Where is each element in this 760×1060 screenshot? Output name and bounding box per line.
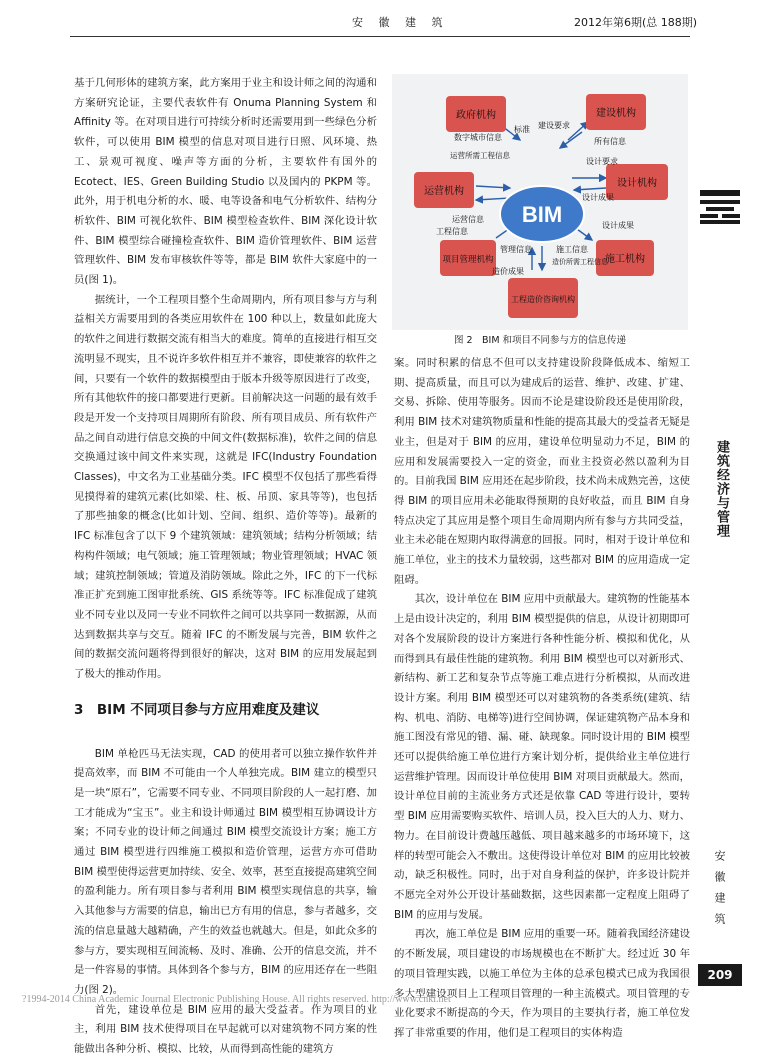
paragraph: 首先，建设单位是 BIM 应用的最大受益者。作为项目的业主，利用 BIM 技术使得项目在早起就可以对建筑物不同方案的性能做出各种分析、模拟、比较，从而得到高性能的建筑方 bbox=[74, 1003, 377, 1056]
paragraph: 其次，设计单位在 BIM 应用中贡献最大。建筑物的性能基本上是由设计决定的，利用 BIM 模型提供的信息，从设计初期即可对各个发展阶段的设计方案进行各种性能分析、模拟和优化，从而得到具有最佳性能的建筑物。利用 BIM 模型也可以对新形式、新结构、新工艺和复杂节点等施工难点进行分析模拟，从而改进设计方案。利用 BIM 模型还可以对建筑物的各类系统(建筑、结构、机电、消防、电梯等)进行空间协调，保证建筑物产品本身和施工图没有常见的错、漏、碰、缺现象。同时设计用的 BIM 模型还可以提供给施工单位进行方案计划分析，提供给业主单位进行运营维护管理。因而设计单位使用 BIM 对项目贡献最大。然而，设计单位目前的主流业务方式还是依靠 CAD 等进行设计，要转型 BIM 应用需要购买软件、培训人员，投入巨大的人力、财力、物力。在目前设计费越压越低、项目越来越多的市场环境下，这样的转型可能会入不敷出。这使得设计单位对 BIM 的应用比较被动，缺乏积极性。同时，出于对自身利益的保护，许多设计院并不愿完全对外公开设计基础数据，这些因素都一定程度上阻碍了 BIM 的应用与发展。 bbox=[394, 593, 690, 921]
bim-center-label: BIM bbox=[521, 202, 563, 227]
page-header bbox=[0, 8, 760, 34]
flow-label: 工程信息 bbox=[436, 227, 468, 236]
flow-label: 造价所需工程信息 bbox=[552, 258, 608, 266]
header-rule bbox=[70, 36, 690, 37]
flow-label: 建设要求 bbox=[538, 121, 570, 130]
journal-logo-icon bbox=[700, 190, 740, 224]
flow-label: 标准 bbox=[514, 125, 530, 134]
journal-vertical: 安徽建筑 bbox=[713, 850, 726, 934]
right-column bbox=[394, 354, 690, 1044]
node-operator: 运营机构 bbox=[424, 186, 464, 197]
paragraph: 再次，施工单位是 BIM 应用的重要一环。随着我国经济建设的不断发展，项目建设的市场规模也在不断扩大。经过近 30 年的项目管理实践，以施工单位为主体的总承包模式已成为我国很多大型建设项目上工程项目管理的一种主流模式。项目管理的专业化要求不断提高的今天，作为项目的主要执行者，施工单位发挥了非常重要的作用，他们是工程项目的实体构造 bbox=[394, 928, 690, 1039]
flow-label: 管理信息 bbox=[500, 245, 532, 254]
section-title: 3 BIM 不同项目参与方应用难度及建议 bbox=[74, 701, 320, 718]
paragraph: 据统计，一个工程项目整个生命周期内，所有项目参与方与利益相关方需要用到的各类应用软件在 100 种以上，数量如此庞大的软件之间进行数据交流有相当大的难度。简单的直接进行相互交流明显不现实，且不说许多软件相互并不兼容，即使兼容的软件之间，只要有一个软件的数据模型由于版本升级等原因进行了改变，所有其他软件的接口都要进行更新。目前解决这一问题的最有效手段是开发一个支持项目周期所有阶段、所有项目成员、所有软件产品之间自动进行信息交换的中间文件(数据标准)，软件之间的信息交换通过该中间文件来实现，这就是 IFC(Industry Foundation Classes)，中文名为工业基础分类。IFC 模型不仅包括了那些看得见摸得着的建筑元素(比如梁、柱、板、吊顶、家具等等)，也包括了那些抽象的概念(比如计划、空间、组织、造价等等)。最新的 IFC 标准包含了以下 9 个建筑领域：建筑领域；结构分析领域；结构构件领域；电气领域；施工管理领域；物业管理领域；HVAC 领域；建筑控制领域；管道及消防领域。除此之外，IFC 的下一代标准正扩充到施工图审批系统、GIS 系统等等。IFC 标准促成了建筑业不同专业以及同一专业不同软件之间可以共享同一数据源，从而达到数据共享与交互。随着 IFC 的不断发展与完善，BIM 软件之间的数据交流问题将得到很好的解决，这对 BIM 的应用发展起到了极大的推动作用。 bbox=[74, 293, 377, 681]
flow-label: 所有信息 bbox=[594, 137, 626, 146]
figure-caption: 图 2 BIM 和项目不同参与方的信息传递 bbox=[453, 335, 627, 346]
flow-label: 设计要求 bbox=[586, 157, 618, 166]
flow-label: 运营信息 bbox=[452, 215, 484, 224]
flow-label: 造价成果 bbox=[492, 267, 524, 276]
node-cost: 工程造价咨询机构 bbox=[511, 295, 575, 304]
node-pm: 项目管理机构 bbox=[442, 255, 494, 265]
paragraph: BIM 单枪匹马无法实现，CAD 的使用者可以独立操作软件并提高效率，而 BIM 不可能由一个人单独完成。BIM 建立的模型只是一块“原石”，它需要不同专业、不同项目阶段的人一起打磨、加工才能成为“宝玉”。业主和设计师通过 BIM 模型相互协调设计方案；不同专业的设计师之间通过 BIM 模型交流设计方案；施工方通过 BIM 模型进行四维施工模拟和造价管理，运营方亦可借助 BIM 模型使得运营更加持续、安全、效率，甚至直接提高建筑空间的盈利能力。所有项目参与者利用 BIM 模型实现信息的共享，输入其他参与方需要的信息，输出已方有用的信息，参与者越多，交流的信息量越大越精确，产生的效益也就越大。但是，如此众多的参与方，要实现相互间流畅、及时、准确、公开的信息交流，并不是一件容易的事情。具体到各个参与方，BIM 的应用还存在一些阻力(图 2)。 bbox=[74, 747, 378, 996]
left-column bbox=[74, 74, 377, 1060]
flow-label: 数字城市信息 bbox=[454, 133, 502, 142]
flow-label: 设计成果 bbox=[602, 221, 634, 230]
paragraph: 基于几何形体的建筑方案，此方案用于业主和设计师之间的沟通和方案研究论证，主要代表软件有 Onuma Planning System 和 Affinity 等。在对项目进行可持续分析时还需要用到一些绿色分析软件，可以使用 BIM 模型的信息对项目进行日照、风环境、热工、景观可视度、噪声等方面的分析，主要软件有国外的 Ecotect、IES、Green Building Studio 以及国内的 PKPM 等。此外，用于机电分析的水、暖、电等设备和电气分析软件、结构分析软件、BIM 可视化软件、BIM 模型检查软件、BIM 深化设计软件、BIM 模型综合碰撞检查软件、BIM 造价管理软件、BIM 运营管理软件、BIM 发布审核软件等等，都是 BIM 软件大家庭中的一员(图 1)。 bbox=[74, 77, 377, 287]
copyright-footer: ?1994-2014 China Academic Journal Electronic Publishing House. All rights reserved. http://www.cnki.net bbox=[22, 994, 451, 1005]
bim-diagram bbox=[392, 74, 688, 330]
page-number: 209 bbox=[698, 964, 742, 986]
issue-label: 2012年第6期(总 188期) bbox=[574, 16, 698, 29]
paragraph: 案。同时积累的信息不但可以支持建设阶段降低成本、缩短工期、提高质量，而且可以为建成后的运营、维护、改建、扩建、交易、拆除、使用等服务。因而不论是建设阶段还是使用阶段，利用 BIM 技术对建筑物质量和性能的提高其最大的受益者无疑是业主，但是对于 BIM 的应用，建设单位明显动力不足，BIM 的应用和发展需要投入一定的资金，而业主投资必然以盈利为目的。目前我国 BIM 应用还在起步阶段，技术尚未成熟完善，这使得 BIM 的项目应用未必能取得预期的良好收益，而且 BIM 自身特点决定了其应用是整个项目生命周期内所有参与方共同受益，业主未必能在短期内取得满意的回报。同时，相对于设计单位和施工单位，业主的技术力量较弱，这些都对 BIM 的应用造成一定阻碍。 bbox=[394, 357, 690, 586]
node-government: 政府机构 bbox=[456, 110, 496, 121]
journal-name: 安 徽 建 筑 bbox=[352, 16, 449, 29]
flow-label: 运营所需工程信息 bbox=[450, 151, 510, 160]
section-tab: 建筑经济与管理 bbox=[714, 440, 729, 538]
flow-label: 施工信息 bbox=[556, 245, 588, 254]
node-designer: 设计机构 bbox=[617, 178, 657, 189]
node-contractor: 施工机构 bbox=[605, 254, 645, 265]
flow-label: 设计成果 bbox=[582, 193, 614, 202]
node-owner: 建设机构 bbox=[596, 108, 636, 119]
